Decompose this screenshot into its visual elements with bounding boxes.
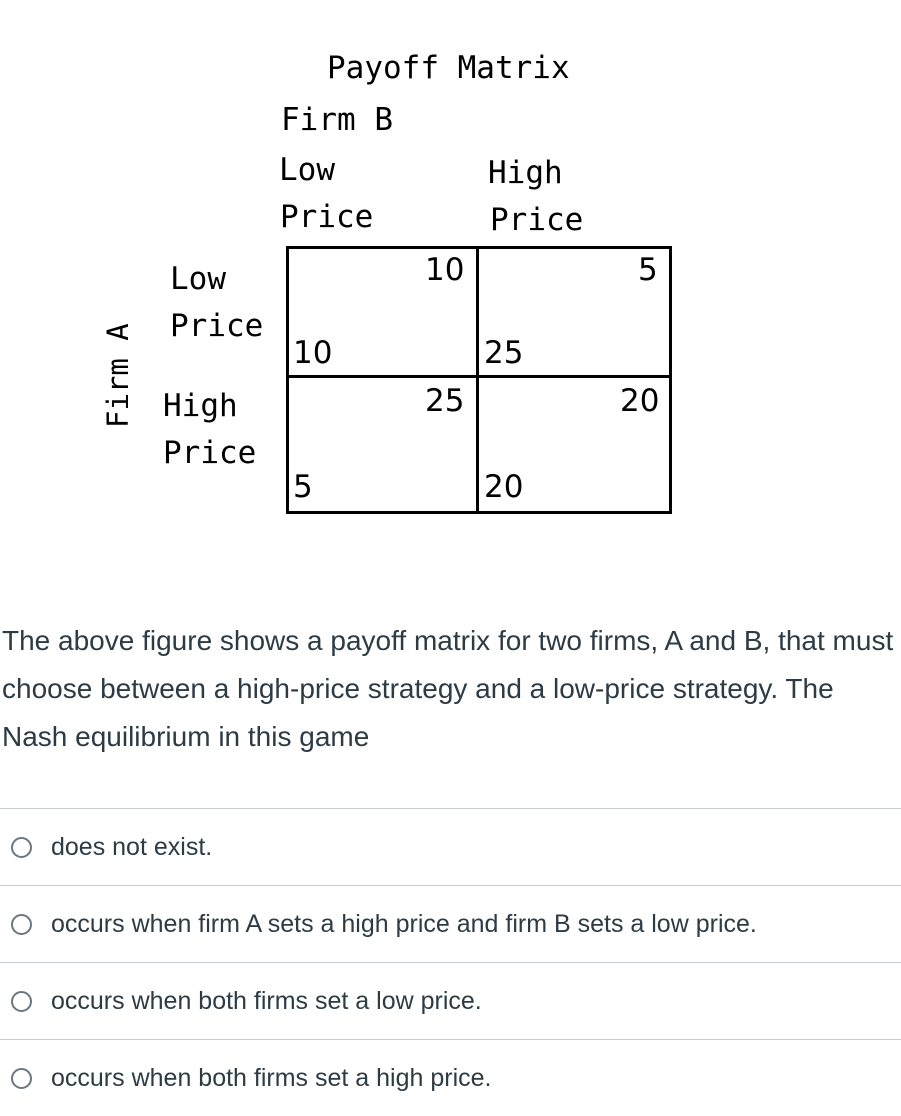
row-header-high-line2: Price	[163, 435, 257, 471]
row-header-high-line1: High	[163, 388, 238, 424]
answer-label: occurs when firm A sets a high price and firm B sets a low price.	[51, 909, 757, 938]
question-text: The above figure shows a payoff matrix for two firms, A and B, that must choose between a high-price strategy and a low-price strategy. The Nash equilibrium in this game	[2, 625, 894, 752]
figure-title: Payoff Matrix	[327, 50, 570, 86]
grid-middle-horizontal	[286, 375, 672, 378]
column-header-high-line2: Price	[490, 202, 584, 238]
grid-bottom-border	[286, 511, 672, 514]
grid-right-border	[669, 246, 672, 514]
radio-button-icon[interactable]	[11, 837, 32, 858]
cell-high-high-firm-a-payoff: 20	[484, 469, 524, 505]
row-player-label: Firm A	[101, 323, 135, 428]
column-header-low-line2: Price	[280, 199, 374, 235]
cell-high-low-firm-a-payoff: 5	[293, 469, 313, 505]
column-player-label: Firm B	[281, 102, 393, 138]
answer-list	[0, 808, 901, 1116]
answer-label: occurs when both firms set a high price.	[51, 1063, 492, 1092]
answer-label: occurs when both firms set a low price.	[51, 986, 482, 1015]
cell-high-high-firm-b-payoff: 20	[620, 383, 660, 419]
radio-button-icon[interactable]	[11, 991, 32, 1012]
answer-label: does not exist.	[51, 832, 213, 861]
cell-high-low-firm-b-payoff: 25	[425, 383, 465, 419]
answer-option-does-not-exist[interactable]	[0, 808, 901, 885]
cell-low-low-firm-a-payoff: 10	[293, 335, 333, 371]
cell-low-high-firm-b-payoff: 5	[638, 252, 658, 288]
answer-option-both-high[interactable]	[0, 1039, 901, 1116]
row-header-low-line2: Price	[170, 308, 264, 344]
answer-option-a-high-b-low[interactable]	[0, 885, 901, 962]
cell-low-high-firm-a-payoff: 25	[484, 335, 524, 371]
grid-left-border	[286, 246, 289, 514]
cell-low-low-firm-b-payoff: 10	[425, 252, 465, 288]
answer-option-both-low[interactable]	[0, 962, 901, 1039]
column-header-high-line1: High	[488, 155, 563, 191]
radio-button-icon[interactable]	[11, 914, 32, 935]
row-header-low-line1: Low	[170, 261, 226, 297]
grid-top-border	[286, 246, 672, 249]
radio-button-icon[interactable]	[11, 1068, 32, 1089]
column-header-low-line1: Low	[279, 152, 335, 188]
grid-middle-vertical	[476, 246, 479, 514]
